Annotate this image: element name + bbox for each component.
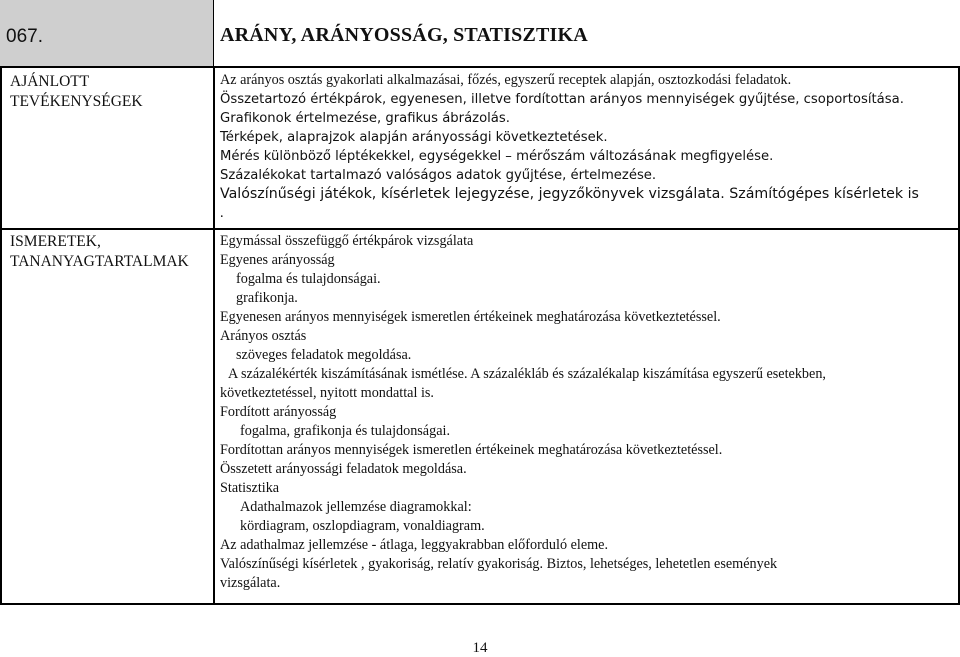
activity-line: Mérés különböző léptékekkel, egységekkel – mérőszám változásának megfigyelése. — [220, 149, 774, 164]
activities-label-line2: TEVÉKENYSÉGEK — [10, 93, 143, 110]
document-code: 067. — [6, 26, 43, 47]
knowledge-line: Valószínűségi kísérletek , gyakoriság, relatív gyakoriság. Biztos, lehetséges, lehetetlen események — [220, 556, 778, 572]
table-column-divider — [213, 66, 215, 605]
knowledge-line: Fordítottan arányos mennyiségek ismeretlen értékeinek meghatározása következtetéssel. — [220, 442, 723, 458]
activities-label-line1: AJÁNLOTT — [10, 73, 90, 90]
knowledge-line: Összetett arányossági feladatok megoldása. — [220, 461, 467, 477]
content-table — [0, 66, 960, 605]
table-border-left — [0, 66, 2, 605]
table-row-divider — [0, 228, 960, 230]
activity-line: . — [220, 205, 224, 221]
page-number: 14 — [472, 640, 488, 656]
knowledge-line: Adathalmazok jellemzése diagramokkal: — [240, 499, 472, 515]
activities-content — [220, 71, 919, 223]
knowledge-label — [10, 232, 189, 272]
knowledge-line: Egymással összefüggő értékpárok vizsgálata — [220, 233, 474, 249]
knowledge-line: grafikonja. — [236, 290, 298, 306]
activities-label — [10, 72, 143, 112]
knowledge-line: A százalékérték kiszámításának ismétlése. A százalékláb és százalékalap kiszámítása egyszerű esetekben, — [228, 366, 826, 382]
document-title: ARÁNY, ARÁNYOSSÁG, STATISZTIKA — [220, 24, 588, 46]
knowledge-line: Egyenesen arányos mennyiségek ismeretlen értékeinek meghatározása következtetéssel. — [220, 309, 721, 325]
knowledge-line: Statisztika — [220, 480, 280, 496]
knowledge-line: Egyenes arányosság — [220, 252, 335, 268]
knowledge-label-line1: ISMERETEK, — [10, 233, 101, 250]
document-header — [0, 0, 960, 66]
knowledge-line: vizsgálata. — [220, 575, 281, 591]
activity-line: Összetartozó értékpárok, egyenesen, illetve fordítottan arányos mennyiségek gyűjtése, csoportosítása. — [220, 92, 904, 107]
knowledge-line: következtetéssel, nyitott mondattal is. — [220, 385, 434, 401]
activity-line: Százalékokat tartalmazó valóságos adatok gyűjtése, értelmezése. — [220, 168, 657, 183]
knowledge-line: fogalma, grafikonja és tulajdonságai. — [240, 423, 450, 439]
activity-line: Térképek, alaprajzok alapján arányossági következtetések. — [220, 130, 608, 145]
knowledge-content — [220, 232, 826, 593]
knowledge-line: Fordított arányosság — [220, 404, 337, 420]
activity-line: Valószínűségi játékok, kísérletek lejegyzése, jegyzőkönyvek vizsgálata. Számítógépes kísérletek is — [220, 186, 919, 202]
knowledge-label-line2: TANANYAGTARTALMAK — [10, 253, 189, 270]
knowledge-line: kördiagram, oszlopdiagram, vonaldiagram. — [240, 518, 485, 534]
knowledge-line: Az adathalmaz jellemzése - átlaga, leggyakrabban előforduló eleme. — [220, 537, 608, 553]
knowledge-line: Arányos osztás — [220, 328, 307, 344]
knowledge-line: szöveges feladatok megoldása. — [236, 347, 412, 363]
code-cell — [0, 0, 214, 66]
knowledge-line: fogalma és tulajdonságai. — [236, 271, 381, 287]
activity-line: Az arányos osztás gyakorlati alkalmazásai, főzés, egyszerű receptek alapján, osztozkodási feladatok. — [220, 72, 792, 88]
table-border-bottom — [0, 603, 960, 605]
activity-line: Grafikonok értelmezése, grafikus ábrázolás. — [220, 111, 510, 126]
table-border-top — [0, 66, 960, 68]
